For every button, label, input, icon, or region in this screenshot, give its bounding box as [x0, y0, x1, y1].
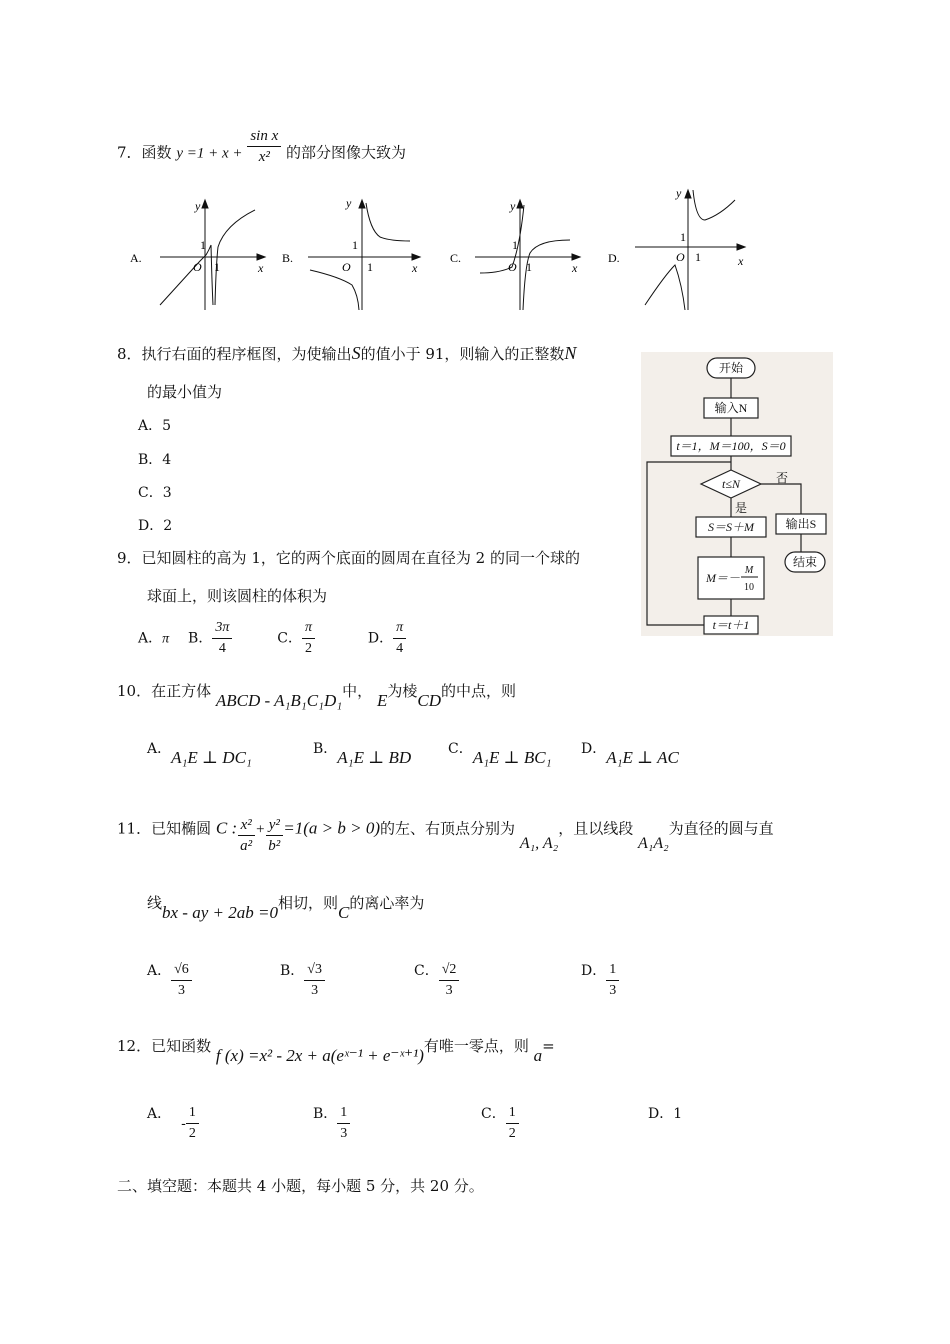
svg-text:1: 1: [695, 250, 701, 264]
svg-text:t≤N: t≤N: [722, 477, 740, 491]
section-heading: 二、填空题：本题共 4 小题，每小题 5 分，共 20 分。: [117, 1177, 484, 1195]
svg-text:10: 10: [744, 582, 754, 593]
svg-text:y: y: [676, 186, 682, 200]
svg-text:O: O: [508, 260, 517, 274]
q11-option-a: A． $\frac{√6}{3}$: [147, 960, 192, 1001]
svg-text:1: 1: [680, 230, 686, 244]
svg-text:C.: C.: [450, 251, 462, 265]
q8-option-b: B．4: [138, 452, 172, 468]
svg-text:y: y: [346, 196, 352, 210]
q10-stem: 10．在正方体 ABCD - A₁B₁C₁D₁中， E为棱CD的中点，则: [117, 682, 516, 710]
svg-text:t＝t＋1: t＝t＋1: [712, 618, 750, 632]
svg-text:B.: B.: [282, 251, 294, 265]
svg-text:M: M: [744, 565, 754, 576]
q11-stem-line2: 线bx - ay + 2ab =0相切，则C的离心率为: [147, 894, 425, 922]
flowchart: [641, 352, 833, 636]
q8-option-d: D．2: [138, 518, 173, 534]
svg-text:1: 1: [352, 238, 358, 252]
formula: y =1 + x +: [176, 145, 243, 162]
graph-d: [635, 190, 745, 310]
svg-text:D.: D.: [608, 251, 620, 265]
graph-c: [475, 200, 580, 310]
svg-text:x: x: [738, 254, 744, 268]
svg-text:1: 1: [367, 260, 373, 274]
q12-option-b: B． $\frac{1}{3}$: [313, 1103, 350, 1144]
q12-stem: 12．已知函数 f (x) =x² - 2x + a(eˣ⁻¹ + e⁻ˣ⁺¹)有唯一零点，则 a=: [117, 1037, 555, 1065]
svg-text:开始: 开始: [718, 361, 744, 375]
svg-text:x: x: [572, 261, 578, 275]
svg-text:是: 是: [734, 501, 748, 515]
q10-option-c: C．A₁E ⊥ BC₁: [448, 741, 552, 767]
svg-text:x: x: [258, 261, 264, 275]
q9-stem: 9．已知圆柱的高为 1，它的两个底面的圆周在直径为 2 的同一个球的: [117, 549, 580, 567]
svg-text:y: y: [510, 199, 516, 213]
svg-text:O: O: [676, 250, 685, 264]
svg-text:O: O: [193, 260, 202, 274]
svg-text:1: 1: [214, 260, 220, 274]
svg-text:A.: A.: [130, 251, 142, 265]
graph-a: [160, 200, 265, 310]
q12-option-d: D．1: [648, 1106, 683, 1122]
q12-option-c: C． $\frac{1}{2}$: [481, 1103, 519, 1144]
svg-text:S＝S＋M: S＝S＋M: [708, 520, 754, 534]
svg-text:输入N: 输入N: [714, 401, 748, 415]
q10-option-a: A．A₁E ⊥ DC₁: [147, 741, 252, 767]
svg-text:O: O: [342, 260, 351, 274]
svg-text:x: x: [412, 261, 418, 275]
q11-option-d: D． $\frac{1}{3}$: [581, 960, 619, 1001]
q8-option-c: C．3: [138, 485, 172, 501]
q9-options: A．π B． $\frac{3\pi}{4}$ C． $\frac{\pi}{2}$ D． $\frac{\pi}{4}$: [138, 618, 406, 659]
q10-option-d: D．A₁E ⊥ AC: [581, 741, 679, 767]
q8-stem-line2: 的最小值为: [147, 383, 223, 401]
q7-graphs: [130, 185, 770, 320]
svg-text:t＝1，M＝100，S＝0: t＝1，M＝100，S＝0: [676, 439, 786, 453]
svg-text:M＝－: M＝－: [706, 571, 740, 585]
q7-stem: 7．函数 y =1 + x + $\frac{\text{sin x}}{\text{x²}}$ 的部分图像大致为: [117, 128, 407, 165]
graph-b: [308, 200, 420, 310]
svg-text:否: 否: [775, 471, 789, 485]
svg-text:输出S: 输出S: [785, 517, 817, 531]
svg-text:y: y: [195, 199, 201, 213]
svg-text:1: 1: [512, 238, 518, 252]
q10-option-b: B．A₁E ⊥ BD: [313, 741, 412, 767]
svg-text:结束: 结束: [792, 555, 818, 569]
q8-option-a: A．5: [138, 418, 172, 434]
svg-text:1: 1: [526, 260, 532, 274]
svg-text:1: 1: [200, 238, 206, 252]
question-number: 7．: [117, 143, 142, 162]
q8-stem: 8．执行右面的程序框图，为使输出S的值小于 91，则输入的正整数N: [117, 343, 577, 363]
q11-option-c: C． $\frac{√2}{3}$: [414, 960, 459, 1001]
q9-stem-line2: 球面上，则该圆柱的体积为: [147, 587, 328, 605]
q11-option-b: B． $\frac{√3}{3}$: [280, 960, 325, 1001]
q12-option-a: A．- $\frac{1}{2}$: [147, 1103, 199, 1144]
q11-stem: 11．已知椭圆 C : $\frac{\text{x²}}{\text{a²}}$ + $\frac{\text{y²}}{\text{b²}}$ =1(a > b > 0)的左、右顶点分别为 A₁, A₂，且以线段 A₁A₂为直径的圆与直: [117, 817, 774, 854]
